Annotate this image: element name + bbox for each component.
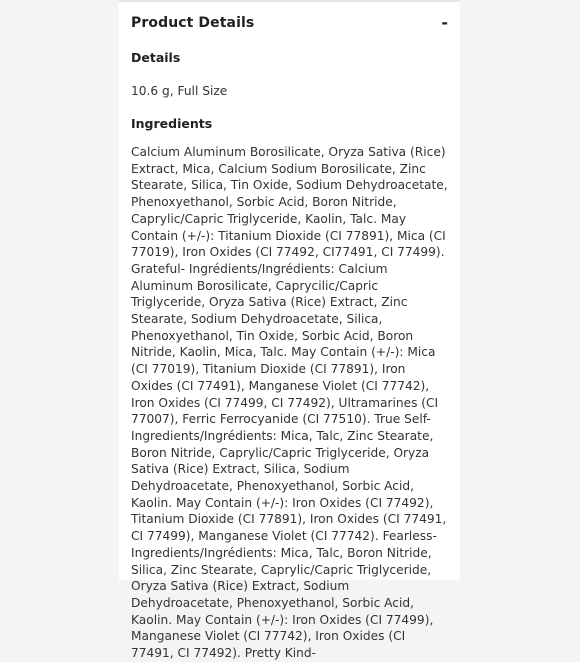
ingredients-label: Ingredients xyxy=(131,116,213,131)
details-value: 10.6 g, Full Size xyxy=(131,84,228,98)
details-label: Details xyxy=(131,50,181,65)
ingredients-text: Calcium Aluminum Borosilicate, Oryza Sativa (Rice) Extract, Mica, Calcium Sodium Borosilicate, Zinc Stearate, Silica, Tin Oxide, Sodium Dehydroacetate, Phenoxyethanol, Sorbic Acid, Boron Nitride, Caprylic/Capric Triglyceride, Kaolin, Talc. May Contain (+/-): Titanium Dioxide (CI 77891), Mica (CI 77019), Iron Oxides (CI 77492, CI77491, CI 77499). Grateful- Ingrédients/Ingrédients: Calcium Aluminum Borosilicate, Caprycilic/Capric Triglyceride, Oryza Sativa (Rice) Extract, Zinc Stearate, Sodium Dehydroacetate, Silica, Phenoxyethanol, Tin Oxide, Sorbic Acid, Boron Nitride, Kaolin, Mica, Talc. May Contain (+/-): Mica (CI 77019), Titanium Dioxide (CI 77891), Iron Oxides (CI 77491), Manganese Violet (CI 77742), Iron Oxides (CI 77499, CI 77492), Ultramarines (CI 77007), Ferric Ferrocyanide (CI 77510). True Self- Ingredients/Ingrédients: Mica, Talc, Zinc Stearate, Boron Nitride, Caprylic/Capric Triglyceride, Oryza Sativa (Rice) Extract, Silica, Sodium Dehydroacetate, Phenoxyethanol, Sorbic Acid, Kaolin. May Contain (+/-): Iron Oxides (CI 77492), Titanium Dioxide (CI 77891), Iron Oxides (CI 77491, CI 77499), Manganese Violet (CI 77742). Fearless- Ingredients/Ingrédients: Mica, Talc, Boron Nitride, Silica, Zinc Stearate, Caprylic/Capric Triglyceride, Oryza Sativa (Rice) Extract, Sodium Dehydroacetate, Phenoxyethanol, Sorbic Acid, Kaolin. May Contain (+/-): Iron Oxides (CI 77499), Manganese Violet (CI 77742), Iron Oxides (CI 77491, CI 77492). Pretty Kind- xyxy=(131,145,448,661)
product-details-header[interactable] xyxy=(131,11,448,35)
section-title: Product Details xyxy=(131,15,255,31)
divider xyxy=(119,0,460,2)
details-label-row xyxy=(131,47,450,66)
ingredients-body xyxy=(131,144,450,662)
details-value-row xyxy=(131,80,450,99)
product-details-panel xyxy=(119,0,460,661)
minus-icon[interactable]: - xyxy=(441,13,448,32)
ingredients-label-row xyxy=(131,113,450,132)
